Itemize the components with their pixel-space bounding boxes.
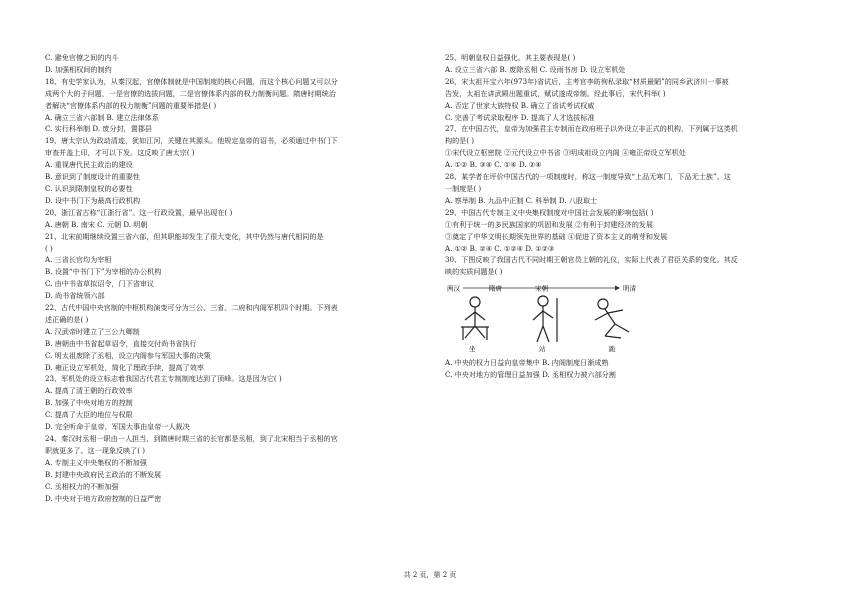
left-column-line: 19、唐太宗认为政动清迹，犹如江河，关键在其源头。他规定皇帝的诏书，必须通过中书门下 — [45, 136, 338, 146]
court-etiquette-figure — [445, 280, 817, 354]
right-column-answer-line: A. 中央的权力日益向皇帝集中 B. 内阁制度日渐成熟 — [445, 358, 609, 368]
left-column-line: 21、北宋前期继续设置三省六部，但其职能却发生了很大变化，其中仍然与唐代相同的是 — [45, 231, 324, 241]
left-column-line: 述正确的是( ) — [45, 314, 89, 324]
posture-label-kneel: 跪 — [609, 345, 616, 354]
posture-label-sit: 坐 — [469, 345, 476, 354]
right-column-line: C. 完善了考试录取程序 D. 提高了人才选拔标准 — [445, 112, 595, 122]
left-column-line: D. 雍正设立军机处，简化了理政手续，提高了效率 — [45, 362, 204, 372]
right-column-line: A. ①② B. ②④ C. ①②④ D. ①②③ — [445, 243, 555, 253]
left-column-line: 24、秦汉时丞相一职由一人担当，到隋唐时期三省的长官都是丞相，到了北宋相当于丞相的官 — [45, 434, 338, 443]
right-column-line: 构的是( ) — [445, 136, 475, 146]
right-column-answers — [445, 357, 817, 381]
right-column-line: 告发，太祖在讲武殿出题重试，赋试遂成帝制。经此事后，宋代科举( ) — [445, 88, 666, 98]
left-column-line: B. 唐朝由中书省起草诏令，直接交付尚书省执行 — [45, 338, 197, 348]
right-column-line: A. 设立三省六部 B. 废除丞相 C. 设雨书房 D. 设立军机处 — [445, 64, 626, 74]
right-column — [445, 52, 817, 381]
left-column-line: D. 中央对于地方政府控制的日益严密 — [45, 493, 162, 503]
left-column-line: B. 设置“中书门下”为宰相的办公机构 — [45, 267, 162, 277]
left-column-line: A. 确立三省六部制 B. 建立法律体系 — [45, 112, 159, 122]
left-column-line: A. 汉武帝时建立了三公九卿制 — [45, 326, 140, 336]
posture-label-stand: 站 — [539, 345, 546, 354]
right-column-line: 30、下图反映了我国古代不同时期王朝官员上朝的礼仪，实际上代表了君臣关系的变化。其反 — [445, 255, 738, 265]
left-column-line: C. 明太祖废除了丞相，设立内阁参与军国大事的决策 — [45, 350, 211, 360]
left-column-line: C. 实行科举制 D. 废分封，置郡县 — [45, 124, 153, 134]
left-column-line: 22、古代中国中央官制的中枢机构演变可分为三公、三省、二府和内阁军机四个时期。下列表 — [45, 303, 338, 313]
left-column-line: 职就更多了。这一现象反映了( ) — [45, 445, 146, 455]
left-column-line: D. 设中书门下为最高行政机构 — [45, 195, 141, 205]
right-column-line: 27、在中国古代，皇帝为加强君主专制而在政府班子以外设立非正式的机构，下列属于这类机 — [445, 124, 738, 134]
right-column-line: 28、某学者在评价中国古代的一项制度时，称这一制度导致“上品无寒门，下品无士族”。这 — [445, 172, 731, 182]
era-label-han: 两汉 — [447, 284, 460, 293]
left-column-line: 23、军机处的设立标志着我国古代君主专制制度达到了顶峰。这是因为它( ) — [45, 374, 282, 384]
right-column-line: ①有利于统一的多民族国家的巩固和发展 ②有利于封建经济的发展 — [445, 219, 653, 229]
kneeling-official-figure — [595, 299, 629, 338]
left-column-line: 者解决“官僚体系内部的权力制衡”问题的重要举措是( ) — [45, 100, 217, 110]
left-column-line: C. 避免官僚之间的内斗 — [45, 53, 119, 62]
right-column-line: ①宋代设立枢密院 ②元代设立中书省 ③明成祖设立内阁 ④雍正帝设立军机处 — [445, 148, 686, 158]
etiquette-illustration — [445, 280, 675, 354]
left-column-line: A. 唐朝 B. 南宋 C. 元朝 D. 明朝 — [45, 219, 148, 229]
right-column-line: 一制度是( ) — [445, 183, 482, 193]
right-column-line: 26、宋太祖开宝六年(973年)省试后，主考官李昉徇私录取“材质最陋”的同乡武济川一事被 — [445, 76, 729, 86]
right-column-line: A. ①② B. ③④ C. ①④ D. ②④ — [445, 160, 542, 170]
era-label-song: 宋朝 — [535, 284, 548, 293]
right-column-line: A. 否定了世家大族特权 B. 确立了省试考试权威 — [445, 100, 595, 110]
seated-official-figure — [461, 297, 489, 340]
timeline-arrow — [615, 286, 620, 291]
left-column-line: A. 三省长官均为宰相 — [45, 255, 112, 265]
left-column-line: C. 丞相权力的不断加强 — [45, 481, 119, 491]
right-column-answer-line: C. 中央对地方的管理日益加强 D. 丞相权力被六部分割 — [445, 370, 616, 380]
right-column-line: A. 察举制 B. 九品中正制 C. 科举制 D. 八股取士 — [445, 195, 598, 205]
left-column-line: C. 认识到限制皇权的必要性 — [45, 183, 133, 193]
left-column-line: D. 完全听命于皇帝，军国大事由皇帝一人裁决 — [45, 422, 190, 432]
left-column-line: 20、浙江省古称“江浙行省”。这一行政设置，最早出现在( ) — [45, 207, 233, 217]
page-footer: 共 2 页，第 2 页 — [403, 571, 457, 579]
left-column-line: 审查并盖上印，才可以下发。这反映了唐太宗( ) — [45, 148, 195, 158]
left-column-line: B. 意识到了制度设计的重要性 — [45, 172, 140, 182]
left-column-line: A. 专制主义中央集权的不断加强 — [45, 457, 147, 467]
left-column — [45, 52, 417, 504]
left-column-line: ( ) — [45, 243, 53, 253]
left-column-line: C. 由中书省草拟诏令，门下省审议 — [45, 279, 154, 289]
left-column-line: 成两个大的子问题，一是官僚的选拔问题，二是官僚体系内部的权力制衡问题。隋唐时期统治 — [45, 88, 336, 98]
era-label-mingqing: 明清 — [623, 284, 636, 293]
left-column-line: A. 提高了清王朝的行政效率 — [45, 386, 133, 396]
left-column-line: D. 尚书省统领六部 — [45, 291, 105, 301]
left-column-line: 18、有史学家认为，从秦汉起，官僚体制就是中国制度的核心问题，而这个核心问题又可以分 — [45, 76, 338, 86]
era-label-suitang: 隋唐 — [489, 284, 502, 293]
left-column-line: C. 提高了大臣的地位与权限 — [45, 410, 133, 420]
right-column-line: 29、中国古代专制主义中央集权制度对中国社会发展的影响包括( ) — [445, 207, 654, 217]
left-column-line: A. 重视唐代民主政治的建设 — [45, 160, 133, 170]
right-column-line: 25、明朝皇权日益强化。其主要表现是( ) — [445, 53, 576, 62]
left-column-line: D. 加强相权间的制约 — [45, 64, 112, 74]
standing-official-figure — [533, 296, 557, 342]
right-column-line: 映的实质问题是( ) — [445, 267, 503, 277]
left-column-line: B. 封建中央政府民主政治的不断发展 — [45, 469, 162, 479]
right-column-questions — [445, 52, 817, 278]
left-column-line: B. 加强了中央对地方的控制 — [45, 398, 133, 408]
right-column-line: ③奠定了中华文明长期领先世界的基础 ④促进了资本主义的萌芽和发展 — [445, 231, 668, 241]
